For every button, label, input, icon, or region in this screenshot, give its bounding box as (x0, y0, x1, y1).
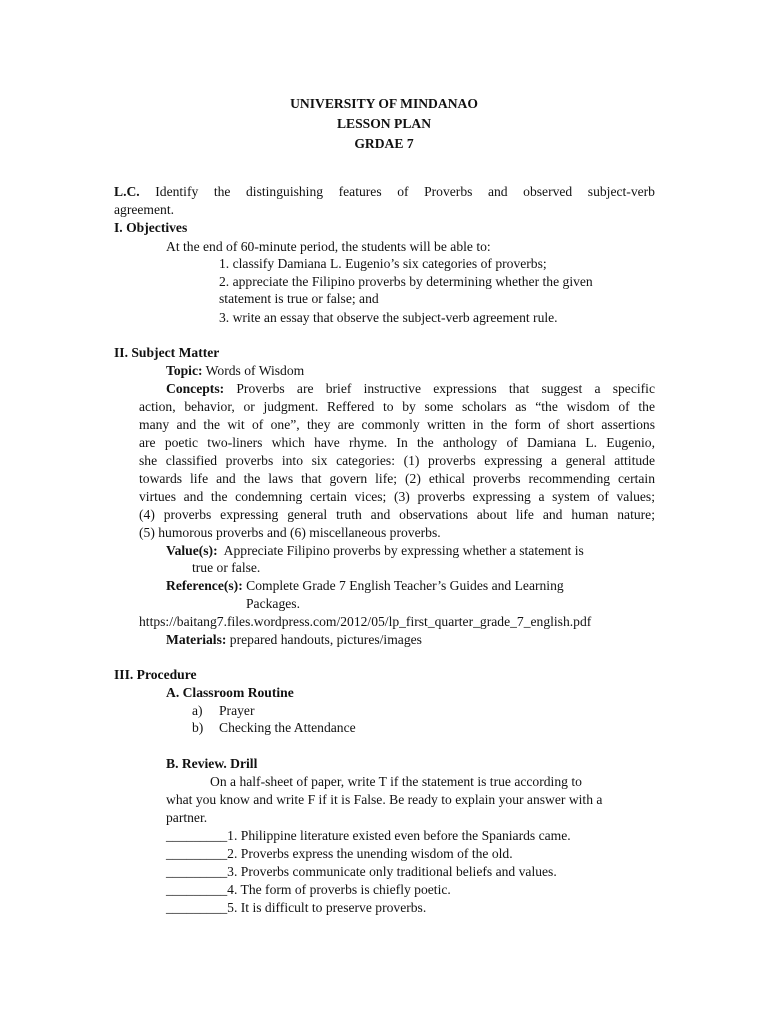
routine-item-prayer: Prayer (219, 703, 255, 718)
objectives-heading: I. Objectives (114, 220, 188, 235)
concepts-line-2: action, behavior, or judgment. Reffered to by some scholars as “the wisdom of the (139, 399, 655, 414)
drill-item-5: _________5. It is difficult to preserve proverbs. (166, 900, 427, 915)
objective-item-2-cont: statement is true or false; and (219, 291, 379, 306)
materials-line (166, 631, 422, 649)
document-type: LESSON PLAN (336, 116, 432, 131)
values-text-cont: true or false. (192, 560, 261, 575)
objective-item-1: 1. classify Damiana L. Eugenio’s six categories of proverbs; (219, 256, 547, 271)
concepts-line-8: (4) proverbs expressing general truth and observations about life and human nature; (139, 507, 655, 522)
grade-level: GRDAE 7 (354, 136, 414, 151)
concepts-text-1: Proverbs are brief instructive expressions that suggest a specific (236, 381, 655, 396)
drill-instructions-3: partner. (166, 810, 208, 825)
procedure-heading: III. Procedure (114, 667, 197, 682)
references-line (166, 577, 564, 595)
drill-item-4: _________4. The form of proverbs is chiefly poetic. (166, 882, 451, 897)
drill-item-2: _________2. Proverbs express the unending wisdom of the old. (166, 846, 513, 861)
drill-item-1: _________1. Philippine literature existed even before the Spaniards came. (166, 828, 571, 843)
objective-item-2: 2. appreciate the Filipino proverbs by determining whether the given (219, 274, 593, 289)
routine-marker-a: a) (192, 703, 203, 718)
routine-item-attendance: Checking the Attendance (219, 720, 356, 735)
university-name: UNIVERSITY OF MINDANAO (290, 96, 478, 111)
values-line (166, 542, 584, 560)
materials-value: prepared handouts, pictures/images (229, 632, 422, 647)
topic-label: Topic: (166, 363, 203, 378)
references-label: Reference(s): (166, 578, 243, 593)
reference-url: https://baitang7.files.wordpress.com/2012/05/lp_first_quarter_grade_7_english.pdf (139, 614, 592, 629)
drill-instructions-1: On a half-sheet of paper, write T if the statement is true according to (210, 774, 582, 789)
review-drill-heading: B. Review. Drill (166, 756, 258, 771)
objective-item-3: 3. write an essay that observe the subject-verb agreement rule. (219, 310, 558, 325)
materials-label: Materials: (166, 632, 227, 647)
concepts-line-5: she classified proverbs into six categories: (1) proverbs expressing a general attitude (139, 453, 655, 468)
values-text: Appreciate Filipino proverbs by expressing whether a statement is (223, 543, 584, 558)
concepts-line-4: are poetic two-liners which have rhyme. In the anthology of Damiana L. Eugenio, (139, 435, 655, 450)
drill-instructions-2: what you know and write F if it is False. Be ready to explain your answer with a (166, 792, 603, 807)
references-text: Complete Grade 7 English Teacher’s Guides and Learning (246, 578, 564, 593)
concepts-line-3: many and the wit of one”, they are commonly written in the form of short assertions (139, 417, 655, 432)
lc-label: L.C. (114, 184, 140, 199)
concepts-line-1 (166, 380, 655, 398)
drill-item-3: _________3. Proverbs communicate only traditional beliefs and values. (166, 864, 557, 879)
lc-text-cont: agreement. (114, 202, 175, 217)
values-label: Value(s): (166, 543, 218, 558)
classroom-routine-heading: A. Classroom Routine (166, 685, 294, 700)
topic-line (166, 362, 304, 380)
document-header (0, 94, 768, 154)
references-text-cont: Packages. (246, 596, 300, 611)
concepts-label: Concepts: (166, 381, 225, 396)
lc-text: Identify the distinguishing features of Proverbs and observed subject-verb (155, 184, 655, 199)
concepts-line-6: towards life and the laws that govern life; (2) ethical proverbs recommending certain (139, 471, 655, 486)
learning-competency (114, 183, 655, 201)
concepts-line-7: virtues and the condemning certain vices; (3) proverbs expressing a system of values; (139, 489, 655, 504)
concepts-line-9: (5) humorous proverbs and (6) miscellaneous proverbs. (139, 525, 441, 540)
routine-marker-b: b) (192, 720, 204, 735)
objectives-intro: At the end of 60-minute period, the students will be able to: (166, 239, 491, 254)
topic-value: Words of Wisdom (205, 363, 305, 378)
subject-matter-heading: II. Subject Matter (114, 345, 220, 360)
